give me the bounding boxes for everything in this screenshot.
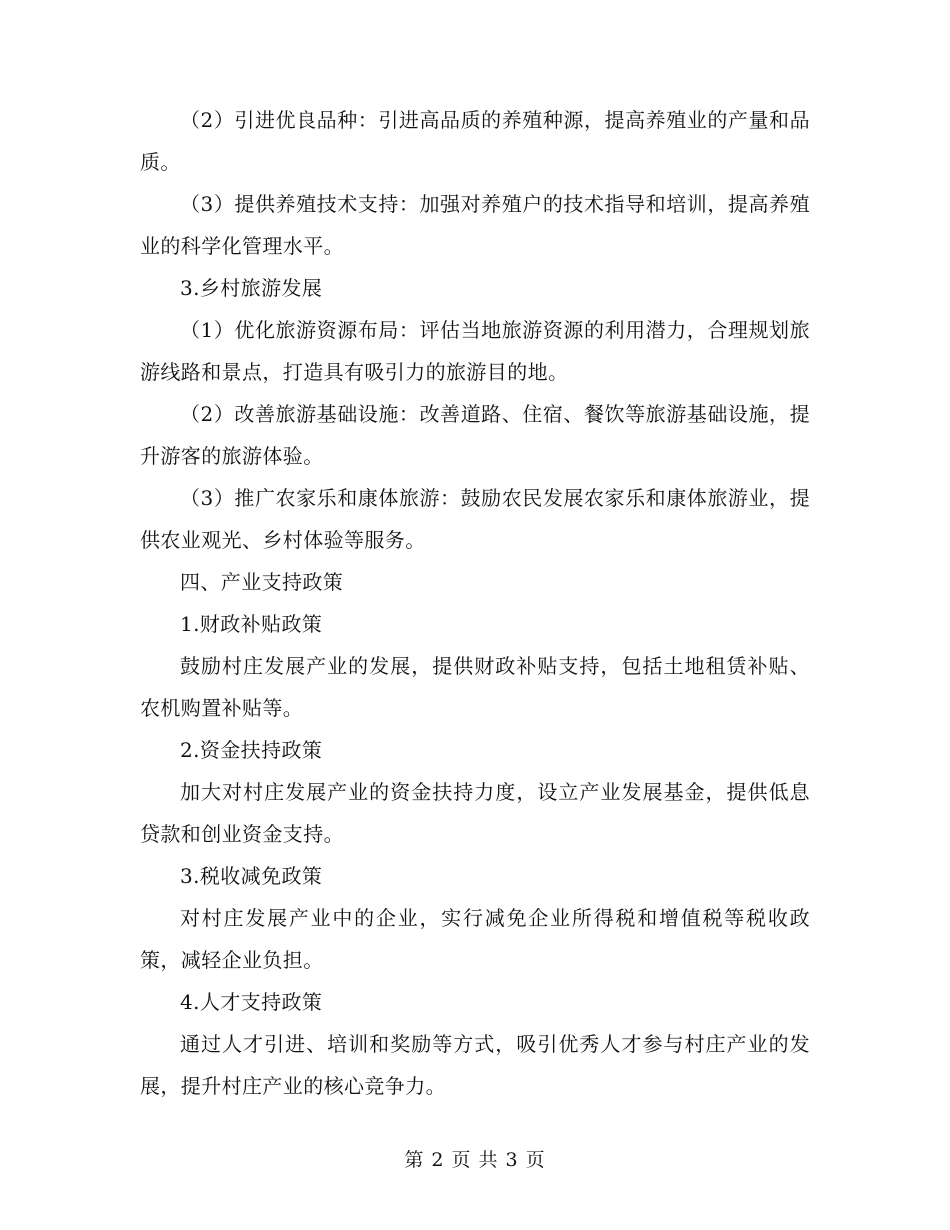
document-body xyxy=(140,99,810,1107)
paragraph-tourism-infrastructure: （2）改善旅游基础设施：改善道路、住宿、餐饮等旅游基础设施，提升游客的旅游体验。 xyxy=(140,402,810,468)
paragraph-talent-support: 通过人才引进、培训和奖励等方式，吸引优秀人才参与村庄产业的发展，提升村庄产业的核心竞争力。 xyxy=(140,1032,810,1098)
paragraph-tourism-layout: （1）优化旅游资源布局：评估当地旅游资源的利用潜力，合理规划旅游线路和景点，打造具有吸引力的旅游目的地。 xyxy=(140,318,810,384)
paragraph-fiscal-subsidy: 鼓励村庄发展产业的发展，提供财政补贴支持，包括土地租赁补贴、农机购置补贴等。 xyxy=(140,654,810,720)
heading-industry-support-policies: 四、产业支持政策 xyxy=(180,570,344,594)
heading-talent-support: 4.人才支持政策 xyxy=(180,990,323,1014)
heading-fiscal-subsidy: 1.财政补贴政策 xyxy=(180,612,323,636)
paragraph-breeding-tech-support: （3）提供养殖技术支持：加强对养殖户的技术指导和培训，提高养殖业的科学化管理水平。 xyxy=(140,192,810,258)
heading-tax-relief: 3.税收减免政策 xyxy=(180,864,323,888)
paragraph-breeding-varieties: （2）引进优良品种：引进高品质的养殖种源，提高养殖业的产量和品质。 xyxy=(140,108,810,174)
paragraph-tax-relief: 对村庄发展产业中的企业，实行减免企业所得税和增值税等税收政策，减轻企业负担。 xyxy=(140,906,810,972)
page-number-footer: 第 2 页 共 3 页 xyxy=(404,1149,546,1171)
paragraph-agritourism: （3）推广农家乐和康体旅游：鼓励农民发展农家乐和康体旅游业，提供农业观光、乡村体验等服务。 xyxy=(140,486,810,552)
heading-rural-tourism: 3.乡村旅游发展 xyxy=(180,276,323,300)
paragraph-funding-support: 加大对村庄发展产业的资金扶持力度，设立产业发展基金，提供低息贷款和创业资金支持。 xyxy=(140,780,810,846)
heading-funding-support: 2.资金扶持政策 xyxy=(180,738,323,762)
